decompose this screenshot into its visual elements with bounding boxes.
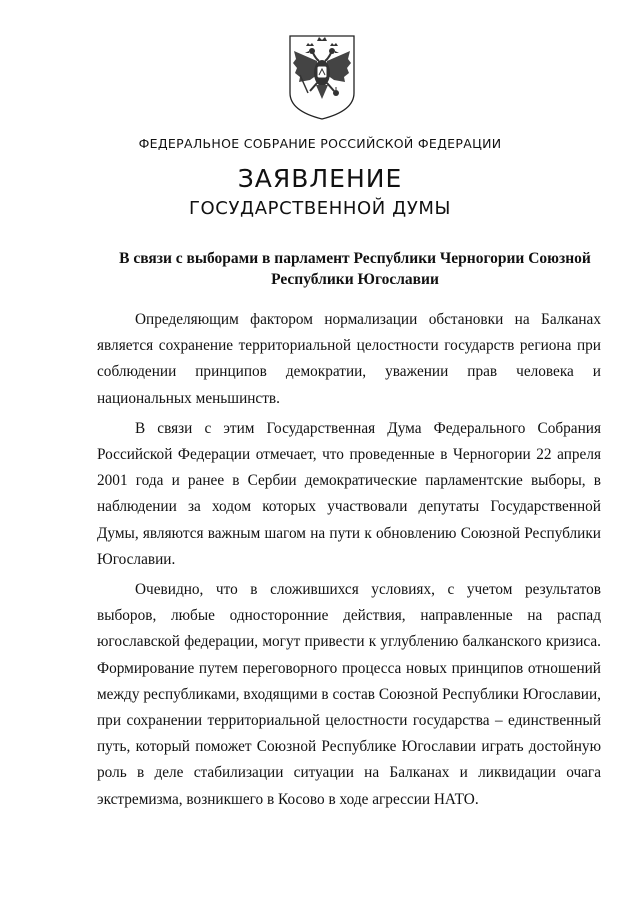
- document-subtitle: ГОСУДАРСТВЕННОЙ ДУМЫ: [188, 198, 452, 219]
- paragraph: В связи с этим Государственная Дума Федерального Собрания Российской Федерации отмечает, что проведенные в Черногории 22 апреля 2001 года и ранее в Сербии демократические парламентские выборы, в наблюдении за ходом которых участвовали депутаты Государственной Думы, являются важным шагом на пути к обновлению Союзной Республики Югославии.: [97, 419, 601, 568]
- statement-body: [97, 307, 601, 817]
- organization-title: ФЕДЕРАЛЬНОЕ СОБРАНИЕ РОССИЙСКОЙ ФЕДЕРАЦИИ: [138, 136, 502, 151]
- double-headed-eagle-icon: [286, 33, 358, 121]
- paragraph: Очевидно, что в сложившихся условиях, с учетом результатов выборов, любые односторонние действия, направленные на распад югославской федерации, могут привести к углублению балканского кризиса. Формирование путем переговорного процесса новых принципов отношений между республиками, входящими в состав Союзной Республики Югославии, при сохранении территориальной целостности государства – единственный путь, который поможет Союзной Республике Югославии играть достойную роль в деле стабилизации ситуации на Балканах и ликвидации очага экстремизма, возникшего в Косово в ходе агрессии НАТО.: [97, 581, 601, 808]
- paragraph: Определяющим фактором нормализации обстановки на Балканах является сохранение территориальной целостности государств региона при соблюдении принципов демократии, уважении прав человека и национальных меньшинств.: [97, 311, 601, 407]
- statement-heading: В связи с выборами в парламент Республики Черногории Союзной Республики Югославии: [119, 250, 591, 288]
- document-type-title: ЗАЯВЛЕНИЕ: [237, 164, 403, 193]
